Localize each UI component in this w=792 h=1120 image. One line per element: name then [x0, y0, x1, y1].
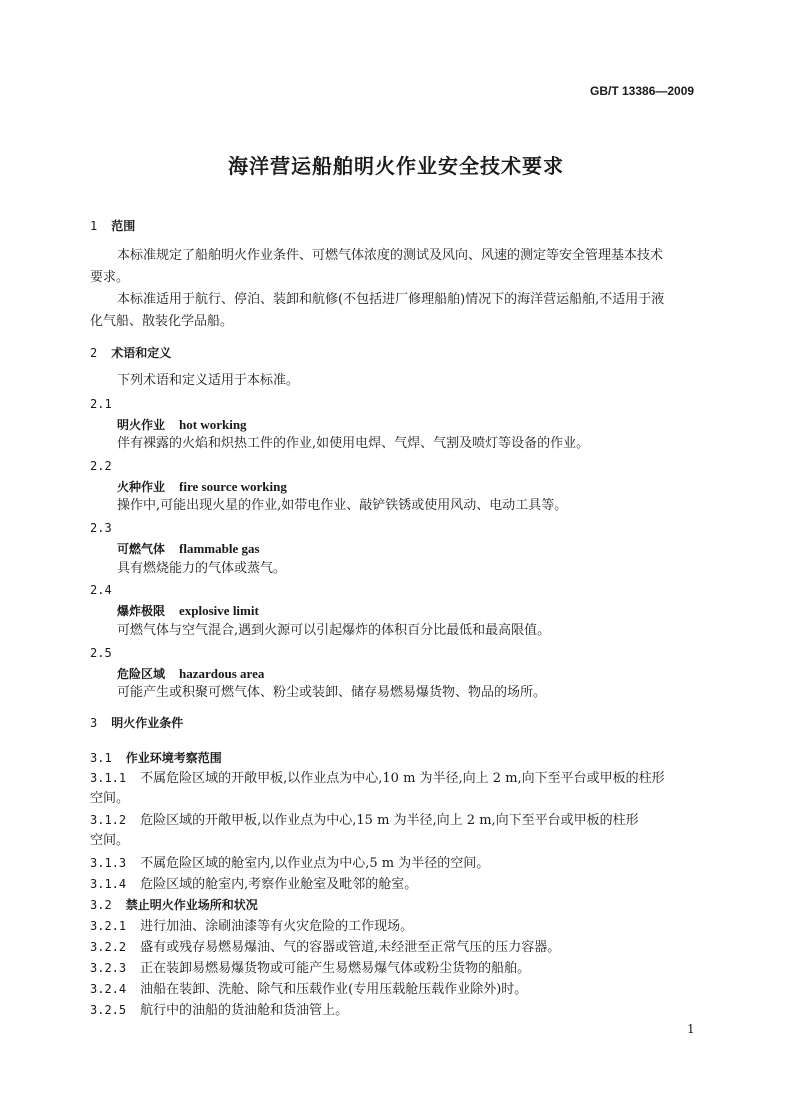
- term-definition: 具有燃烧能力的气体或蒸气。: [117, 561, 287, 576]
- clause-number: 3.1.3: [90, 856, 127, 870]
- section-3-heading: [90, 715, 183, 732]
- clause-number: 3.2.5: [90, 1003, 127, 1017]
- term-number: 2.4: [90, 583, 112, 597]
- clause-number: 3.1.1: [90, 771, 127, 785]
- term-definition: 伴有裸露的火焰和炽热工件的作业,如使用电焊、气焊、气割及喷灯等设备的作业。: [117, 436, 590, 451]
- term-zh: 危险区域: [117, 667, 166, 681]
- section-title: 术语和定义: [111, 346, 172, 360]
- term-name: [117, 541, 260, 558]
- section-number: 3: [90, 716, 98, 730]
- paragraph-line: 化气船、散装化学品船。: [90, 314, 234, 329]
- clause-text: 正在装卸易燃易爆货物或可能产生易燃易爆气体或粉尘货物的船舶。: [140, 961, 531, 976]
- term-number: 2.2: [90, 459, 112, 473]
- clause-3-1-1: [90, 770, 665, 787]
- subsection-title: 作业环境考察范围: [125, 751, 222, 765]
- section-intro: 下列术语和定义适用于本标准。: [117, 373, 300, 388]
- subsection-3-2-heading: [90, 897, 258, 914]
- term-en: flammable gas: [179, 541, 260, 556]
- clause-text: 盛有或残存易燃易爆油、气的容器或管道,未经泄至正常气压的压力容器。: [140, 940, 561, 955]
- subsection-3-1-heading: [90, 750, 222, 767]
- term-en: explosive limit: [179, 603, 259, 618]
- clause-number: 3.2.4: [90, 982, 127, 996]
- clause-number: 3.1.2: [90, 813, 127, 827]
- term-number: 2.5: [90, 646, 112, 660]
- term-en: hazardous area: [179, 666, 265, 681]
- term-en: fire source working: [179, 479, 287, 494]
- clause-3-2-4: [90, 981, 527, 998]
- clause-3-1-2: [90, 812, 639, 829]
- clause-3-2-3: [90, 960, 530, 977]
- clause-3-2-1: [90, 918, 413, 935]
- section-title: 范围: [111, 219, 136, 233]
- section-1-heading: [90, 218, 135, 235]
- term-zh: 火种作业: [117, 480, 166, 494]
- section-number: 1: [90, 219, 98, 233]
- clause-number: 3.1.4: [90, 877, 127, 891]
- document-title: 海洋营运船舶明火作业安全技术要求: [228, 154, 564, 178]
- term-definition: 可燃气体与空气混合,遇到火源可以引起爆炸的体积百分比最低和最高限值。: [117, 623, 551, 638]
- subsection-number: 3.1: [90, 751, 112, 765]
- term-en: hot working: [179, 417, 247, 432]
- term-name: [117, 417, 247, 434]
- subsection-title: 禁止明火作业场所和状况: [125, 898, 258, 912]
- term-name: [117, 603, 259, 620]
- clause-number: 3.2.3: [90, 961, 127, 975]
- term-name: [117, 479, 287, 496]
- clause-text: 油船在装卸、洗舱、除气和压载作业(专用压载舱压载作业除外)时。: [140, 982, 528, 997]
- page-number: 1: [687, 1022, 695, 1036]
- clause-3-1-3: [90, 855, 489, 872]
- standard-code: GB/T 13386—2009: [590, 84, 695, 98]
- clause-text: 进行加油、涂刷油漆等有火灾危险的工作现场。: [140, 919, 414, 934]
- section-title: 明火作业条件: [111, 716, 184, 730]
- clause-3-1-4: [90, 876, 417, 893]
- subsection-number: 3.2: [90, 898, 112, 912]
- term-number: 2.1: [90, 397, 112, 411]
- term-number: 2.3: [90, 521, 112, 535]
- clause-text: 航行中的油船的货油舱和货油管上。: [140, 1003, 349, 1018]
- term-definition: 操作中,可能出现火星的作业,如带电作业、敲铲铁锈或使用风动、电动工具等。: [117, 498, 568, 513]
- term-name: [117, 666, 264, 683]
- paragraph-line: 空间。: [90, 791, 130, 806]
- section-number: 2: [90, 346, 98, 360]
- clause-text: 不属危险区域的舱室内,以作业点为中心,5 m 为半径的空间。: [140, 856, 490, 871]
- paragraph-line: 要求。: [90, 270, 130, 285]
- clause-text: 危险区域的开敞甲板,以作业点为中心,15 m 为半径,向上 2 m,向下至平台或甲板的柱形: [140, 813, 639, 828]
- clause-number: 3.2.2: [90, 940, 127, 954]
- clause-number: 3.2.1: [90, 919, 127, 933]
- paragraph-line: 空间。: [90, 833, 130, 848]
- term-zh: 可燃气体: [117, 542, 166, 556]
- paragraph-line: 本标准规定了船舶明火作业条件、可燃气体浓度的测试及风向、风速的测定等安全管理基本技术: [117, 248, 664, 263]
- term-zh: 爆炸极限: [117, 604, 166, 618]
- clause-text: 不属危险区域的开敞甲板,以作业点为中心,10 m 为半径,向上 2 m,向下至平台或甲板的柱形: [140, 771, 665, 786]
- section-2-heading: [90, 345, 171, 362]
- clause-3-2-2: [90, 939, 560, 956]
- term-zh: 明火作业: [117, 418, 166, 432]
- paragraph-line: 本标准适用于航行、停泊、装卸和航修(不包括进厂修理船舶)情况下的海洋营运船舶,不适用于液: [117, 292, 665, 307]
- term-definition: 可能产生或积聚可燃气体、粉尘或装卸、储存易燃易爆货物、物品的场所。: [117, 685, 547, 700]
- clause-text: 危险区域的舱室内,考察作业舱室及毗邻的舱室。: [140, 877, 418, 892]
- clause-3-2-5: [90, 1002, 348, 1019]
